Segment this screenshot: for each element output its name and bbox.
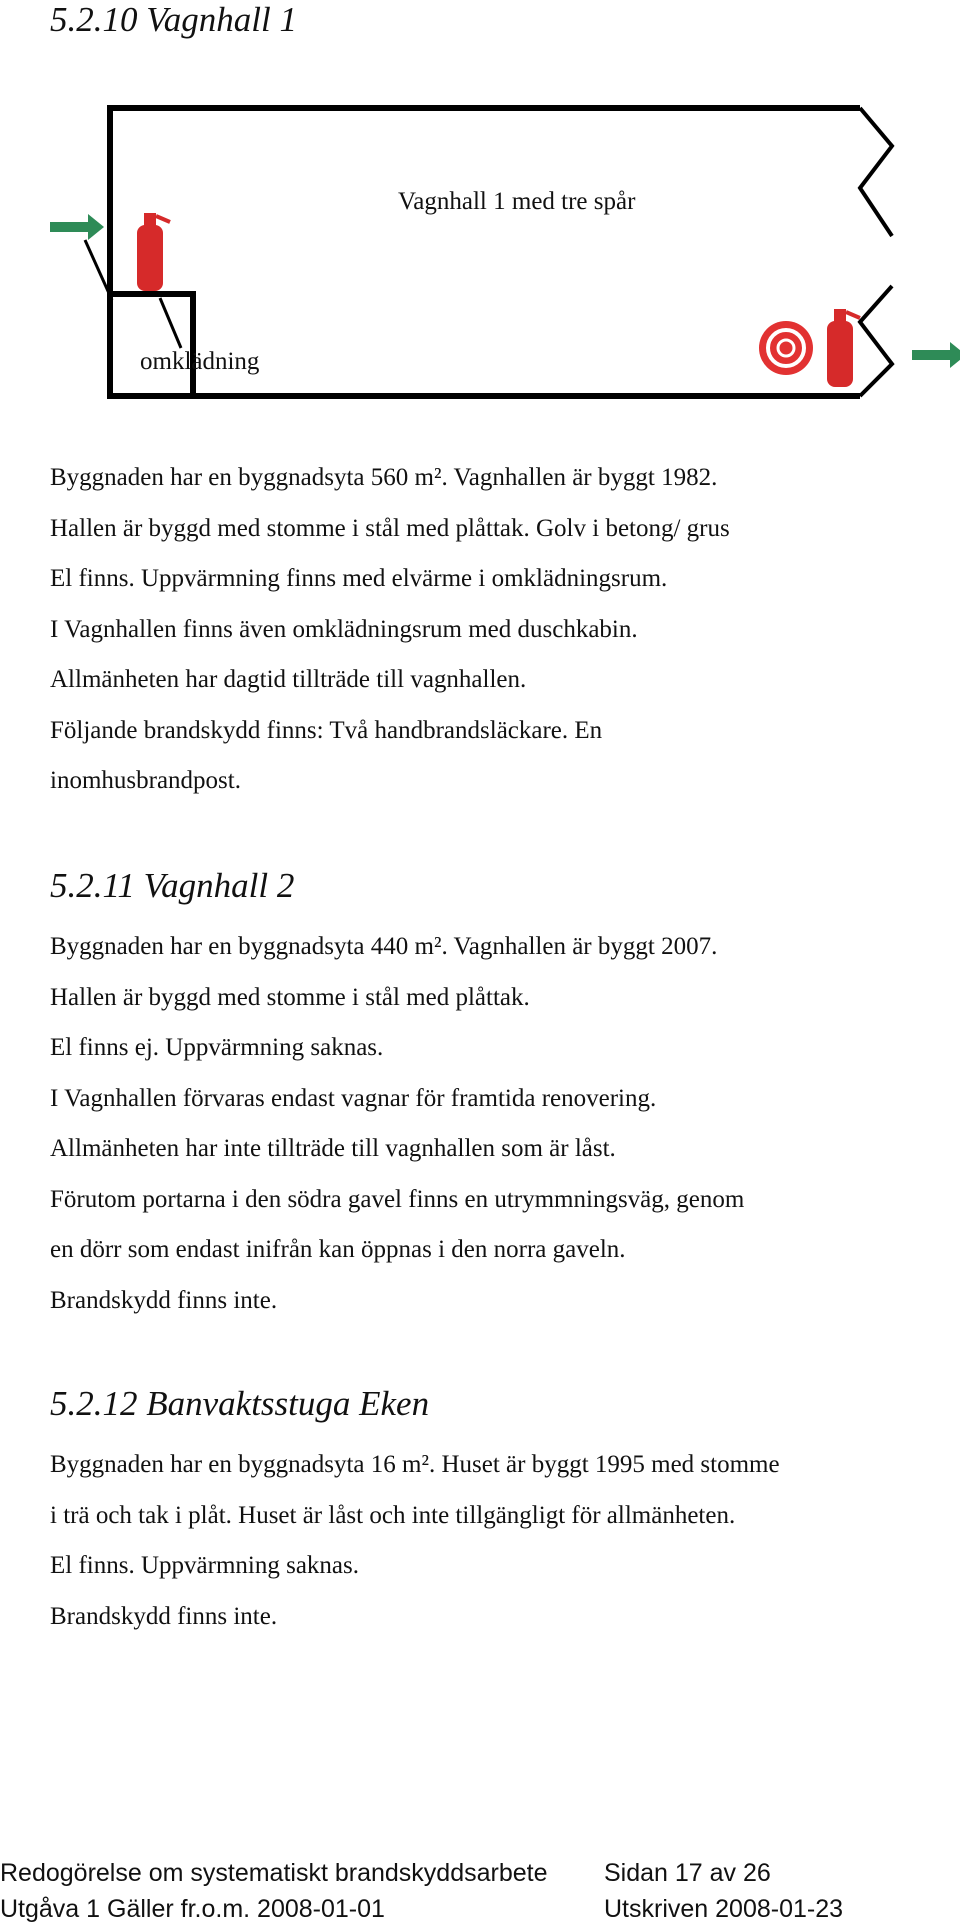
section-heading-vagnhall-2: 5.2.11 Vagnhall 2 <box>50 866 295 905</box>
body-line: El finns. Uppvärmning saknas. <box>50 1552 359 1579</box>
body-line: i trä och tak i plåt. Huset är låst och inte tillgängligt för allmänheten. <box>50 1501 736 1529</box>
floor-plan-vagnhall-1 <box>40 90 960 410</box>
body-line: Byggnaden har en byggnadsyta 16 m². Huset är byggt 1995 med stomme <box>50 1451 780 1478</box>
plan-label-hall: Vagnhall 1 med tre spår <box>398 188 636 215</box>
east-door-lower <box>860 286 892 396</box>
fire-extinguisher-icon <box>137 213 170 291</box>
body-line: Förutom portarna i den södra gavel finns en utrymmningsväg, genom <box>50 1185 745 1213</box>
body-line: I Vagnhallen finns även omklädningsrum med duschkabin. <box>50 615 638 643</box>
body-line: El finns ej. Uppvärmning saknas. <box>50 1034 384 1061</box>
page-footer-row-2 <box>0 1893 960 1925</box>
body-line: I Vagnhallen förvaras endast vagnar för framtida renovering. <box>50 1084 657 1112</box>
plan-label-changing-room: omklädning <box>140 348 260 375</box>
body-line: Byggnaden har en byggnadsyta 560 m². Vagnhallen är byggt 1982. <box>50 464 718 491</box>
section-10-body <box>50 453 930 807</box>
body-line: Hallen är byggd med stomme i stål med plåttak. Golv i betong/ grus <box>50 514 730 542</box>
section-heading-banvaktsstuga: 5.2.12 Banvaktsstuga Eken <box>50 1384 430 1423</box>
body-line: inomhusbrandpost. <box>50 767 241 794</box>
footer-page-number: Sidan 17 av 26 <box>604 1859 771 1887</box>
body-line: Allmänheten har dagtid tillträde till vagnhallen. <box>50 666 527 693</box>
body-line: Allmänheten har inte tillträde till vagnhallen som är låst. <box>50 1135 616 1162</box>
section-12-body <box>50 1440 930 1642</box>
fire-hose-reel-icon <box>759 321 813 375</box>
body-line: Hallen är byggd med stomme i stål med plåttak. <box>50 983 530 1011</box>
body-line: Brandskydd finns inte. <box>50 1286 278 1314</box>
footer-printed-date: Utskriven 2008-01-23 <box>604 1895 844 1923</box>
fire-extinguisher-icon <box>827 309 860 387</box>
body-line: Brandskydd finns inte. <box>50 1602 278 1630</box>
section-11-body <box>50 922 930 1326</box>
body-line: en dörr som endast inifrån kan öppnas i den norra gaveln. <box>50 1236 626 1263</box>
footer-document-title: Redogörelse om systematiskt brandskyddsarbete <box>0 1859 548 1887</box>
body-line: El finns. Uppvärmning finns med elvärme i omklädningsrum. <box>50 565 668 592</box>
section-heading-vagnhall-1: 5.2.10 Vagnhall 1 <box>50 0 297 39</box>
footer-edition: Utgåva 1 Gäller fr.o.m. 2008-01-01 <box>0 1895 385 1923</box>
body-line: Följande brandskydd finns: Två handbrandsläckare. En <box>50 716 603 744</box>
entrance-arrow-icon <box>50 214 104 240</box>
page-footer-row-1 <box>0 1857 960 1889</box>
east-door-upper <box>860 108 892 236</box>
exit-arrow-icon <box>912 342 960 368</box>
changing-room-door <box>160 298 181 348</box>
body-line: Byggnaden har en byggnadsyta 440 m². Vagnhallen är byggt 2007. <box>50 933 718 960</box>
